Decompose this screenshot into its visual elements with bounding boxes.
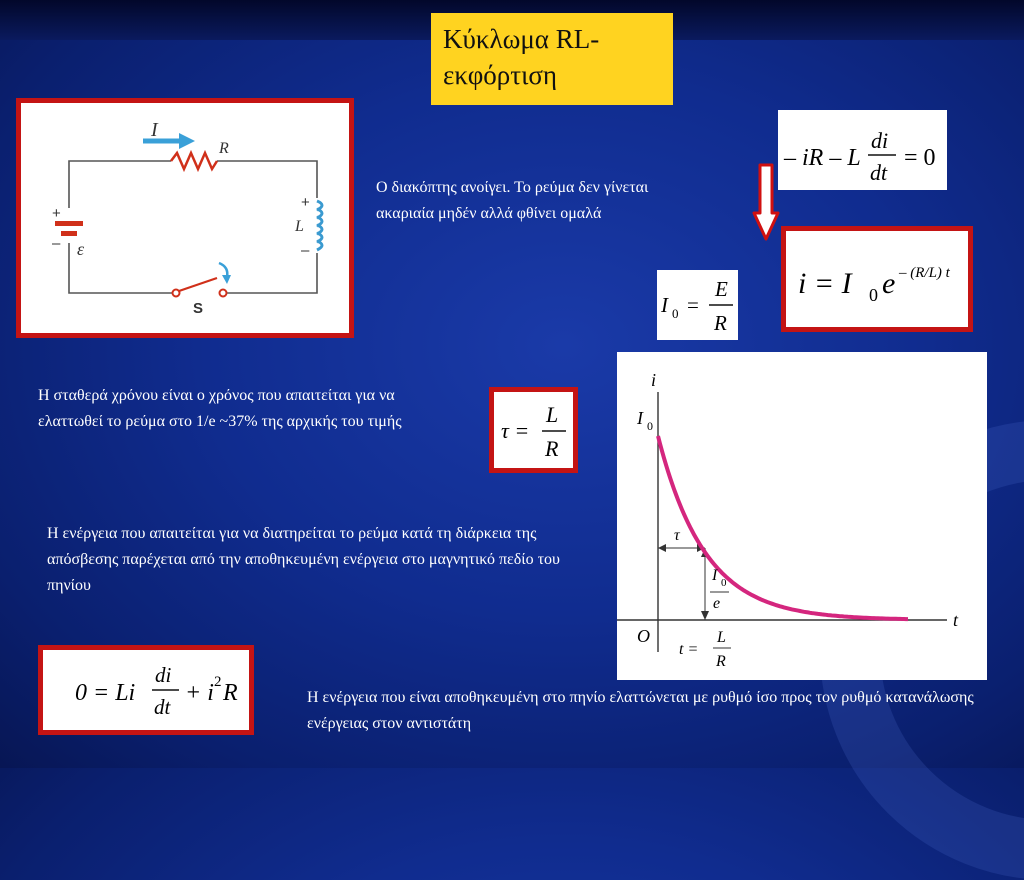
energy-rhs-i: + i [185,680,214,706]
wire-bottom-right [223,253,317,293]
x-axis-label: t [953,610,959,630]
switch-motion-arrowhead [222,275,231,284]
tau-lhs: τ = [501,418,530,443]
circuit-svg [21,103,349,333]
i0e-den: e [713,595,721,612]
slide-title [431,13,673,105]
decay-lhs: i = I [798,267,852,300]
decay-exponent: – (R/L) t [899,265,950,281]
current-arrow-icon [179,133,195,149]
i0e-arrow-down-icon [701,611,709,620]
title-line-1: Κύκλωμα RL- [443,24,600,54]
battery-plate-short [61,231,77,236]
current-decay-graph [617,352,987,680]
i0-subscript: 0 [647,419,653,433]
kirchhoff-equation [778,110,947,190]
initial-den: R [714,311,727,335]
energy-rhs-r: R [223,680,238,706]
battery-minus-sign: – [52,235,61,252]
switch-contact-right [220,290,227,297]
kirchhoff-lhs: – iR – L [784,145,861,171]
initial-num: E [715,277,728,301]
switch-motion-arrow [219,263,227,277]
circuit-diagram [16,98,354,338]
energy-rate-text: Η ενέργεια που είναι αποθηκευμένη στο πηνίο ελαττώνεται με ρυθμό ίσο προς τον ρυθμό κατανάλωσης ενέργειας στον αντιστάτη [307,689,974,732]
kirchhoff-num: di [871,128,889,153]
wire-top-right [217,161,317,198]
decay-equation [781,226,973,332]
kirchhoff-rhs: = 0 [904,145,936,171]
y-axis-label: i [651,370,657,390]
t-equals-label: t = [679,641,699,658]
tau-equation-svg [494,392,573,468]
i0e-num: I [712,567,718,584]
tau-equation [489,387,578,473]
inductor-plus-sign: + [301,194,310,211]
resistor-label: R [219,140,229,157]
initial-current-equation [657,270,738,340]
wire-top-left [69,161,171,208]
time-constant-text: Η σταθερά χρόνου είναι ο χρόνος που απαιτείται για να ελαττωθεί το ρεύμα στο 1/e ~37% της αρχικής του τιμής [38,387,402,430]
initial-lhs: I [661,293,668,317]
decay-equation-svg [786,231,968,327]
energy-source-text: Η ενέργεια που απαιτείται για να διατηρείται το ρεύμα κατά τη διάρκεια της απόσβεσης παρέχεται από την αποθηκευμένη ενέργεια στο μαγνητικό πεδίο του πηνίου [47,525,560,594]
initial-subscript: 0 [672,306,679,321]
initial-equals: = [687,293,699,317]
decay-curve [658,436,908,619]
energy-lhs: 0 = Li [75,680,136,706]
graph-svg [617,352,987,680]
tau-den: R [545,436,559,461]
switch-label: S [193,300,204,317]
emf-label: ε [77,239,85,259]
energy-superscript: 2 [214,674,222,690]
i0e-subscript: 0 [721,577,727,589]
current-label: I [151,119,158,141]
t-num: L [717,629,726,646]
down-arrow-icon [752,163,780,243]
battery-plus-sign: + [52,205,61,222]
inductor-label: L [295,218,304,235]
tau-num: L [546,402,559,427]
switch-contact-left [173,290,180,297]
resistor-icon [171,153,217,169]
title-line-2: εκφόρτιση [443,60,558,90]
i0-label: I [637,408,643,428]
initial-current-svg [657,270,738,340]
decay-base: e [882,267,896,300]
energy-equation-svg [43,650,249,730]
decay-subscript: 0 [869,285,878,305]
origin-label: O [637,626,650,646]
inductor-minus-sign: – [301,242,310,259]
kirchhoff-equation-svg [778,110,947,190]
switch-opens-text: Ο διακόπτης ανοίγει. Το ρεύμα δεν γίνεται ακαριαία μηδέν αλλά φθίνει ομαλά [376,179,649,222]
energy-den: dt [154,695,171,719]
tau-arrow-left-icon [658,544,666,552]
switch-blade [179,278,217,291]
inductor-icon [317,201,322,250]
energy-equation [38,645,254,735]
wire-bottom-left [69,243,176,293]
kirchhoff-den: dt [870,160,888,185]
tau-label: τ [674,527,680,544]
energy-num: di [155,663,172,687]
t-den: R [716,653,726,670]
